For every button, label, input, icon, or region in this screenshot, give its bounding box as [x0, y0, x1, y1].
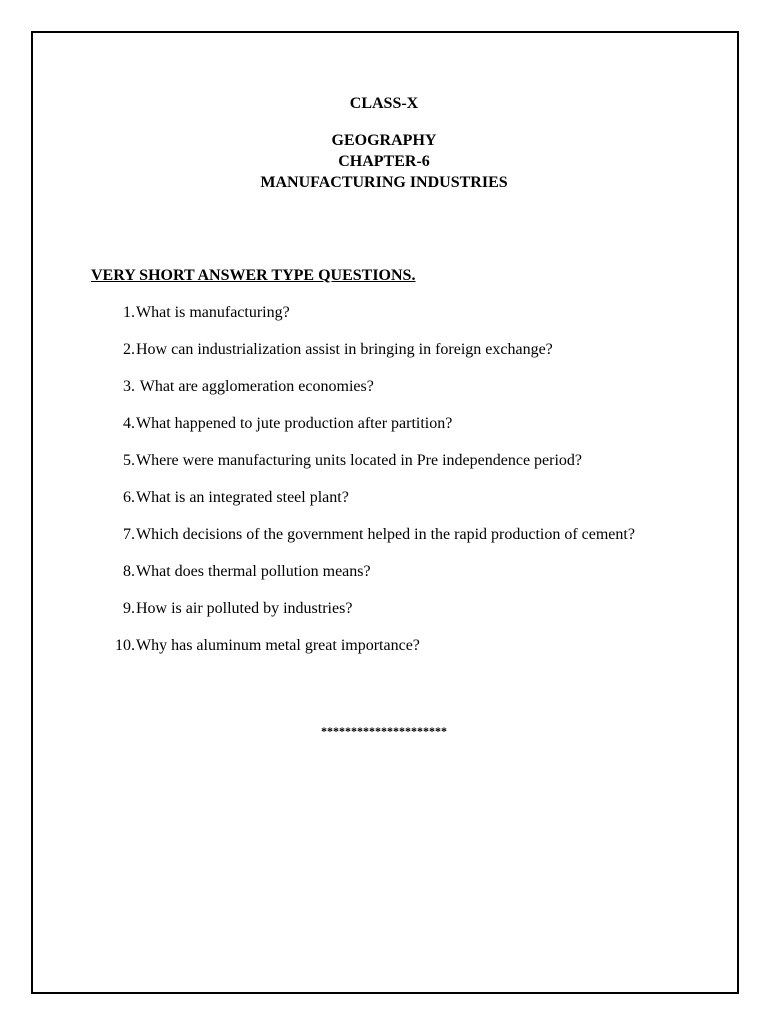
chapter-heading: CHAPTER-6	[338, 153, 430, 170]
question-text: How is air polluted by industries?	[136, 600, 353, 617]
question-text: What is an integrated steel plant?	[136, 489, 349, 506]
question-text: What happened to jute production after partition?	[136, 415, 453, 432]
title-block	[0, 130, 768, 193]
question-text: How can industrialization assist in bringing in foreign exchange?	[136, 341, 553, 358]
end-marker: *********************	[321, 724, 447, 738]
question-text: What is manufacturing?	[136, 304, 290, 321]
subject-heading: GEOGRAPHY	[331, 132, 437, 149]
question-number: 8.	[123, 563, 135, 580]
question-text: Which decisions of the government helped in the rapid production of cement?	[136, 526, 635, 543]
question-text: What does thermal pollution means?	[136, 563, 371, 580]
question-text: Where were manufacturing units located in Pre independence period?	[136, 452, 583, 469]
question-text: What are agglomeration economies?	[136, 378, 374, 395]
question-number: 5.	[123, 452, 135, 469]
question-number: 3.	[123, 378, 135, 395]
question-number: 7.	[123, 526, 135, 543]
question-number: 2.	[123, 341, 135, 358]
section-heading: VERY SHORT ANSWER TYPE QUESTIONS.	[91, 267, 416, 284]
question-number: 9.	[123, 600, 135, 617]
question-number: 6.	[123, 489, 135, 506]
question-number: 4.	[123, 415, 135, 432]
chapter-title: MANUFACTURING INDUSTRIES	[260, 174, 508, 191]
question-number: 1.	[123, 304, 135, 321]
question-text: Why has aluminum metal great importance?	[136, 637, 420, 654]
question-number: 10.	[115, 637, 135, 654]
class-heading: CLASS-X	[349, 95, 419, 112]
